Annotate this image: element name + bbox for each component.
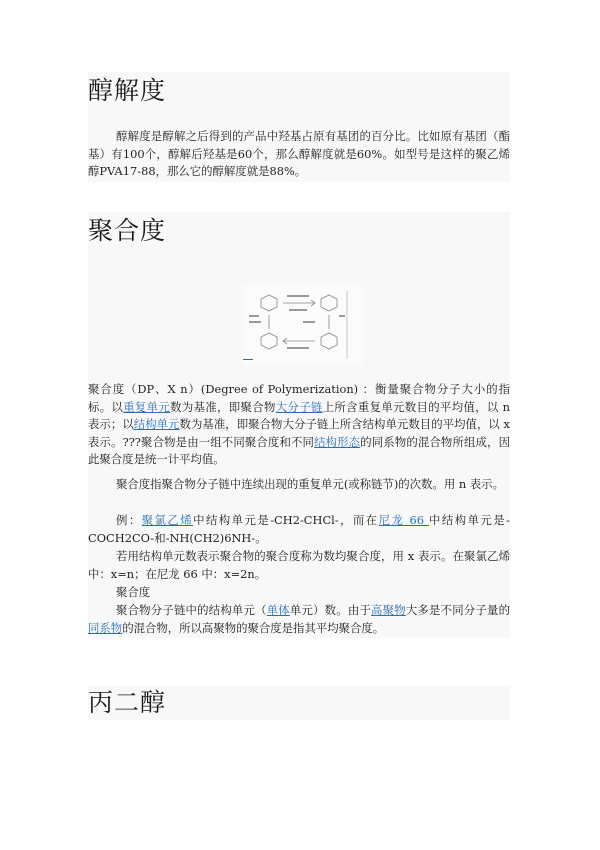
text-run: 聚合度（DP、X n）(Degree of Polymerization) ：衡量聚合物分子大小的指标。以 (88, 382, 510, 414)
text-run: 中结构单元是-COCH2CO-和-NH(CH2)6NH-。 (88, 513, 510, 545)
paragraph-dp-repeat-count: 聚合度指聚合物分子链中连续出现的重复单元(或称链节)的次数。用 n 表示。 (116, 477, 504, 491)
link-macromolecule-chain[interactable]: 大分子链 (275, 399, 323, 414)
text-run: 数为基准，即聚合物 (170, 399, 276, 414)
text-run: 上所含重复单元数目的平均值，以 n 表示；以 (88, 399, 510, 431)
text-run: 中结构单元是-CH2-CHCl-，而在 (193, 513, 379, 527)
text-run: 单元）数。由于 (289, 603, 372, 617)
text-run: 聚合物分子链中的结构单元（ (116, 603, 267, 617)
paragraph-dp-definition (88, 381, 510, 469)
link-structural-form[interactable]: 结构形态 (314, 434, 361, 449)
heading-propylene-glycol: 丙二醇 (88, 688, 167, 717)
paragraph-dp-number-average: 若用结构单元数表示聚合物的聚合度称为数均聚合度，用 x 表示。在聚氯乙烯中：x=n；在尼龙 66 中：x=2n。 (88, 549, 510, 581)
heading-polymerization-degree: 聚合度 (88, 216, 167, 245)
reaction-diagram-figure (243, 285, 363, 365)
text-run: 大多是不同分子量的 (405, 603, 510, 617)
paragraph-dp-average (88, 602, 510, 637)
reaction-diagram-icon (243, 285, 363, 365)
link-homolog[interactable]: 同系物 (88, 620, 123, 635)
link-nylon-66[interactable]: 尼龙 66 (378, 513, 430, 527)
text-run: 数为基准，即聚合物大分子链上所含结构单元数目的平均值，以 x 表示。???聚合物是由一组不同聚合度和不同 (88, 417, 510, 449)
text-run: 的混合物，所以高聚物的聚合度是指其平均聚合度。 (122, 620, 385, 635)
text-run: 的同系物的混合物所组成，因此聚合度是统一计平均值。 (88, 434, 510, 466)
paragraph-dp-example (88, 512, 510, 547)
link-high-polymer[interactable]: 高聚物 (371, 603, 406, 617)
link-pvc[interactable]: 聚氯乙烯 (141, 513, 194, 527)
link-repeat-unit[interactable]: 重复单元 (123, 399, 171, 414)
paragraph-dp-label: 聚合度 (116, 585, 151, 599)
paragraph-hydrolysis-degree: 醇解度是醇解之后得到的产品中羟基占原有基团的百分比。比如原有基团（酯基）有100个，醇解后羟基是60个，那么醇解度就是60%。如型号是这样的聚乙烯醇PVA17-88，那么它的醇解度就是88%。 (88, 129, 510, 178)
text-run: 例： (116, 513, 142, 527)
link-structural-unit[interactable]: 结构单元 (133, 417, 180, 431)
heading-hydrolysis-degree: 醇解度 (88, 76, 167, 105)
figure-anchor-link[interactable] (243, 347, 253, 360)
link-monomer[interactable]: 单体 (266, 603, 290, 617)
